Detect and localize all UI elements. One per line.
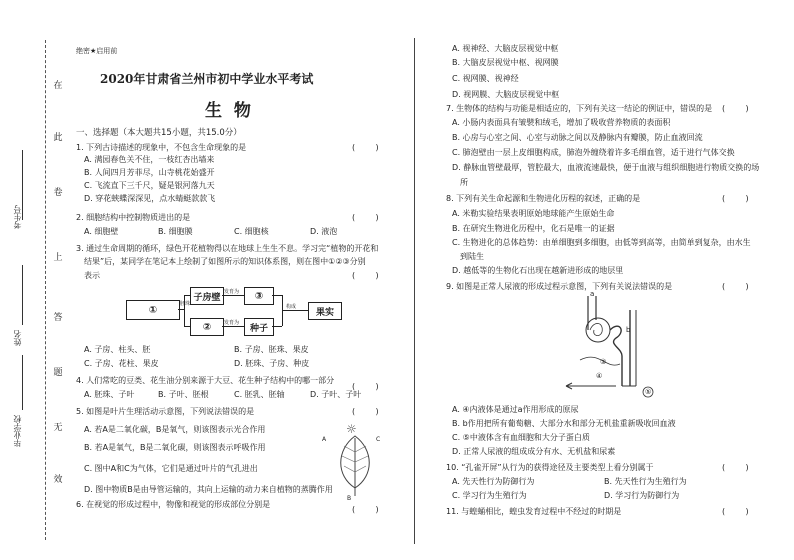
question-6-option-c: C. 视网膜、视神经 <box>452 74 519 83</box>
question-9-option-b: B. b作用把所有葡萄糖、大部分水和部分无机盐重新吸收回血液 <box>452 419 676 428</box>
question-7-stem: 7. 生物体的结构与功能是相适应的，下列有关这一结论的例证中，错误的是 <box>446 104 713 113</box>
question-1-option-a: A. 满园春色关不住，一枝红杏出墙来 <box>84 155 215 164</box>
answer-paren: ( ) <box>352 505 379 514</box>
connector-line <box>184 295 190 296</box>
answer-paren: ( ) <box>352 407 379 416</box>
question-4-option-a: A. 胚珠、子叶 <box>84 390 135 399</box>
examinee-number-label: 考生号 <box>13 205 22 229</box>
question-4-option-c: C. 胚乳、胚轴 <box>234 390 285 399</box>
connector-line <box>272 326 282 327</box>
arrow-label: 构成 <box>286 304 297 310</box>
question-5-option-d: D. 图中物质B是由导管运输的，其向上运输的动力来自植物的蒸腾作用 <box>84 485 333 494</box>
ovary-wall-box: 子房壁 <box>190 287 224 305</box>
question-3-option-c: C. 子房、花柱、果皮 <box>84 359 159 368</box>
question-6-option-a: A. 视神经、大脑皮层视觉中枢 <box>452 44 559 53</box>
binding-char: 效 <box>53 475 63 485</box>
question-2-stem: 2. 细胞结构中控制物质进出的是 <box>76 213 191 222</box>
answer-paren: ( ) <box>722 507 749 516</box>
circle-3-box: ③ <box>244 287 274 305</box>
question-2-option-d: D. 液泡 <box>310 227 338 236</box>
answer-paren: ( ) <box>352 213 379 222</box>
connector-line <box>222 326 244 327</box>
binding-char: 在 <box>53 81 63 91</box>
binding-char: 卷 <box>53 188 63 198</box>
leaf-label-b: B <box>347 495 352 502</box>
label-5: ⑤ <box>645 388 652 396</box>
binding-char: 题 <box>53 368 63 378</box>
fruit-box: 果实 <box>308 302 342 320</box>
arrow-label: 胚珠 <box>180 301 191 307</box>
question-4-option-b: B. 子叶、胚根 <box>158 390 209 399</box>
question-8-option-c-cont: 到陆生 <box>460 252 484 261</box>
binding-char: 上 <box>53 253 63 263</box>
label-a: a <box>590 290 595 298</box>
question-3-option-b: B. 子房、胚珠、果皮 <box>234 345 309 354</box>
school-label: 毕业学校 <box>13 415 22 447</box>
arrow-label: 发育为 <box>224 289 240 295</box>
question-4-stem: 4. 人们常吃的豆类、花生油分别来源于大豆、花生种子结构中的哪一部分 <box>76 376 335 385</box>
answer-paren: ( ) <box>722 194 749 203</box>
binding-char: 此 <box>53 133 63 143</box>
label-b: b <box>626 326 631 334</box>
connector-line <box>282 310 308 311</box>
question-3-stem-line3: 表示 <box>84 271 100 280</box>
question-8-option-c: C. 生物进化的总体趋势：由单细胞到多细胞，由低等到高等，由简单到复杂，由水生 <box>452 238 751 247</box>
answer-paren: ( ) <box>722 282 749 291</box>
question-8-option-a: A. 米勒实验结果表明原始地球能产生原始生命 <box>452 209 615 218</box>
answer-paren: ( ) <box>352 382 379 391</box>
answer-paren: ( ) <box>722 104 749 113</box>
question-2-option-a: A. 细胞壁 <box>84 227 119 236</box>
question-6-option-d: D. 视网膜、大脑皮层视觉中枢 <box>452 90 560 99</box>
binding-char: 无 <box>53 423 63 433</box>
leaf-label-c: C <box>376 436 381 443</box>
question-9-option-c: C. ⑤中液体含有血细胞和大分子蛋白质 <box>452 433 590 442</box>
question-7-option-b: B. 心房与心室之间、心室与动脉之间以及静脉内有瓣膜，防止血液回流 <box>452 133 703 142</box>
question-4-option-d: D. 子叶、子叶 <box>310 390 362 399</box>
question-5-option-c: C. 图中A和C为气体，它们是通过叶片的气孔进出 <box>84 464 258 473</box>
question-6-option-b: B. 大脑皮层视觉中枢、视网膜 <box>452 58 559 67</box>
question-10-option-a: A. 先天性行为防御行为 <box>452 477 535 486</box>
question-10-option-b: B. 先天性行为生殖行为 <box>604 477 687 486</box>
question-8-option-b: B. 在研究生物进化历程中，化石是唯一的证据 <box>452 224 615 233</box>
question-7-option-d: D. 静脉血管壁最厚，管腔最大，血液流速最快，便于血液与组织细胞进行物质交换的场 <box>452 163 760 172</box>
question-10-stem: 10. “孔雀开屏”从行为的获得途径及主要类型上看分别属于 <box>446 463 654 472</box>
question-8-stem: 8. 下列有关生命起源和生物进化历程的叙述，正确的是 <box>446 194 641 203</box>
examinee-number-line <box>22 150 23 220</box>
seed-box: 种子 <box>244 318 274 336</box>
circle-2-box: ② <box>190 318 224 336</box>
exam-title: 2020年甘肃省兰州市初中学业水平考试 <box>100 72 314 86</box>
question-1-option-c: C. 飞流直下三千尺，疑是银河落九天 <box>84 181 215 190</box>
question-9-option-a: A. ④内液体是通过a作用形成的原尿 <box>452 405 579 414</box>
question-3-stem-line1: 3. 通过生命周期的循环，绿色开花植物得以在地球上生生不息。学习完“植物的开花和 <box>76 244 379 253</box>
question-3-option-d: D. 胚珠、子房、种皮 <box>234 359 310 368</box>
question-1-stem: 1. 下列古诗描述的现象中，不包含生命现象的是 <box>76 143 247 152</box>
subject-title: 生 物 <box>205 101 251 121</box>
name-line <box>22 265 23 325</box>
question-1-option-d: D. 穿花蛱蝶深深见，点水蜻蜓款款飞 <box>84 194 216 203</box>
answer-paren: ( ) <box>352 271 379 280</box>
question-3-stem-line2: 结果”后，某同学在笔记本上绘制了如图所示的知识体系图，则在图中①②③分别 <box>84 257 366 266</box>
leaf-icon <box>330 432 380 500</box>
question-7-option-a: A. 小肠内表面具有皱襞和绒毛，增加了吸收营养物质的表面积 <box>452 118 671 127</box>
column-divider <box>414 38 415 544</box>
question-10-option-d: D. 学习行为防御行为 <box>604 491 680 500</box>
question-5-stem: 5. 如图是叶片生理活动示意图，下列说法错误的是 <box>76 407 255 416</box>
nephron-illustration <box>560 290 670 400</box>
question-9-stem: 9. 如图是正常人尿液的形成过程示意图，下列有关说法错误的是 <box>446 282 673 291</box>
question-6-stem: 6. 在视觉的形成过程中，物像和视觉的形成部位分别是 <box>76 500 271 509</box>
arrow-label: 发育为 <box>224 320 240 326</box>
question-3-option-a: A. 子房、柱头、胚 <box>84 345 151 354</box>
question-8-option-d: D. 越低等的生物化石出现在越新进形成的地层里 <box>452 266 624 275</box>
label-4: ④ <box>596 372 603 380</box>
section-heading: 一、选择题（本大题共15小题，共15.0分） <box>76 128 242 138</box>
connector-line <box>184 326 190 327</box>
school-line <box>22 355 23 410</box>
question-7-option-d-cont: 所 <box>460 178 468 187</box>
question-2-option-b: B. 细胞膜 <box>158 227 193 236</box>
binding-dashed-line <box>45 40 46 540</box>
name-label: 姓名 <box>13 330 22 346</box>
circle-1-box: ① <box>126 300 180 320</box>
question-1-option-b: B. 人间四月芳菲尽，山寺桃花始盛开 <box>84 168 215 177</box>
binding-char: 答 <box>53 313 63 323</box>
question-2-option-c: C. 细胞核 <box>234 227 269 236</box>
answer-paren: ( ) <box>352 143 379 152</box>
question-9-option-d: D. 正常人尿液的组成成分有水、无机盐和尿素 <box>452 447 616 456</box>
question-5-option-b: B. 若A是氧气，B是二氧化碳，则该图表示呼吸作用 <box>84 443 266 452</box>
question-10-option-c: C. 学习行为生殖行为 <box>452 491 527 500</box>
leaf-label-a: A <box>322 436 327 443</box>
connector-line <box>222 295 244 296</box>
confidential-mark: 绝密★启用前 <box>76 47 118 55</box>
connector-line <box>272 295 282 296</box>
answer-paren: ( ) <box>722 463 749 472</box>
sun-icon: ☼ <box>346 422 357 436</box>
question-5-option-a: A. 若A是二氧化碳，B是氧气，则该图表示光合作用 <box>84 425 266 434</box>
question-11-stem: 11. 与蝗蛹相比，蝗虫发育过程中不经过的时期是 <box>446 507 622 516</box>
question-7-option-c: C. 肺泡壁由一层上皮细胞构成，肺泡外缠绕着许多毛细血管，适于进行气体交换 <box>452 148 735 157</box>
label-3: ③ <box>600 358 607 366</box>
